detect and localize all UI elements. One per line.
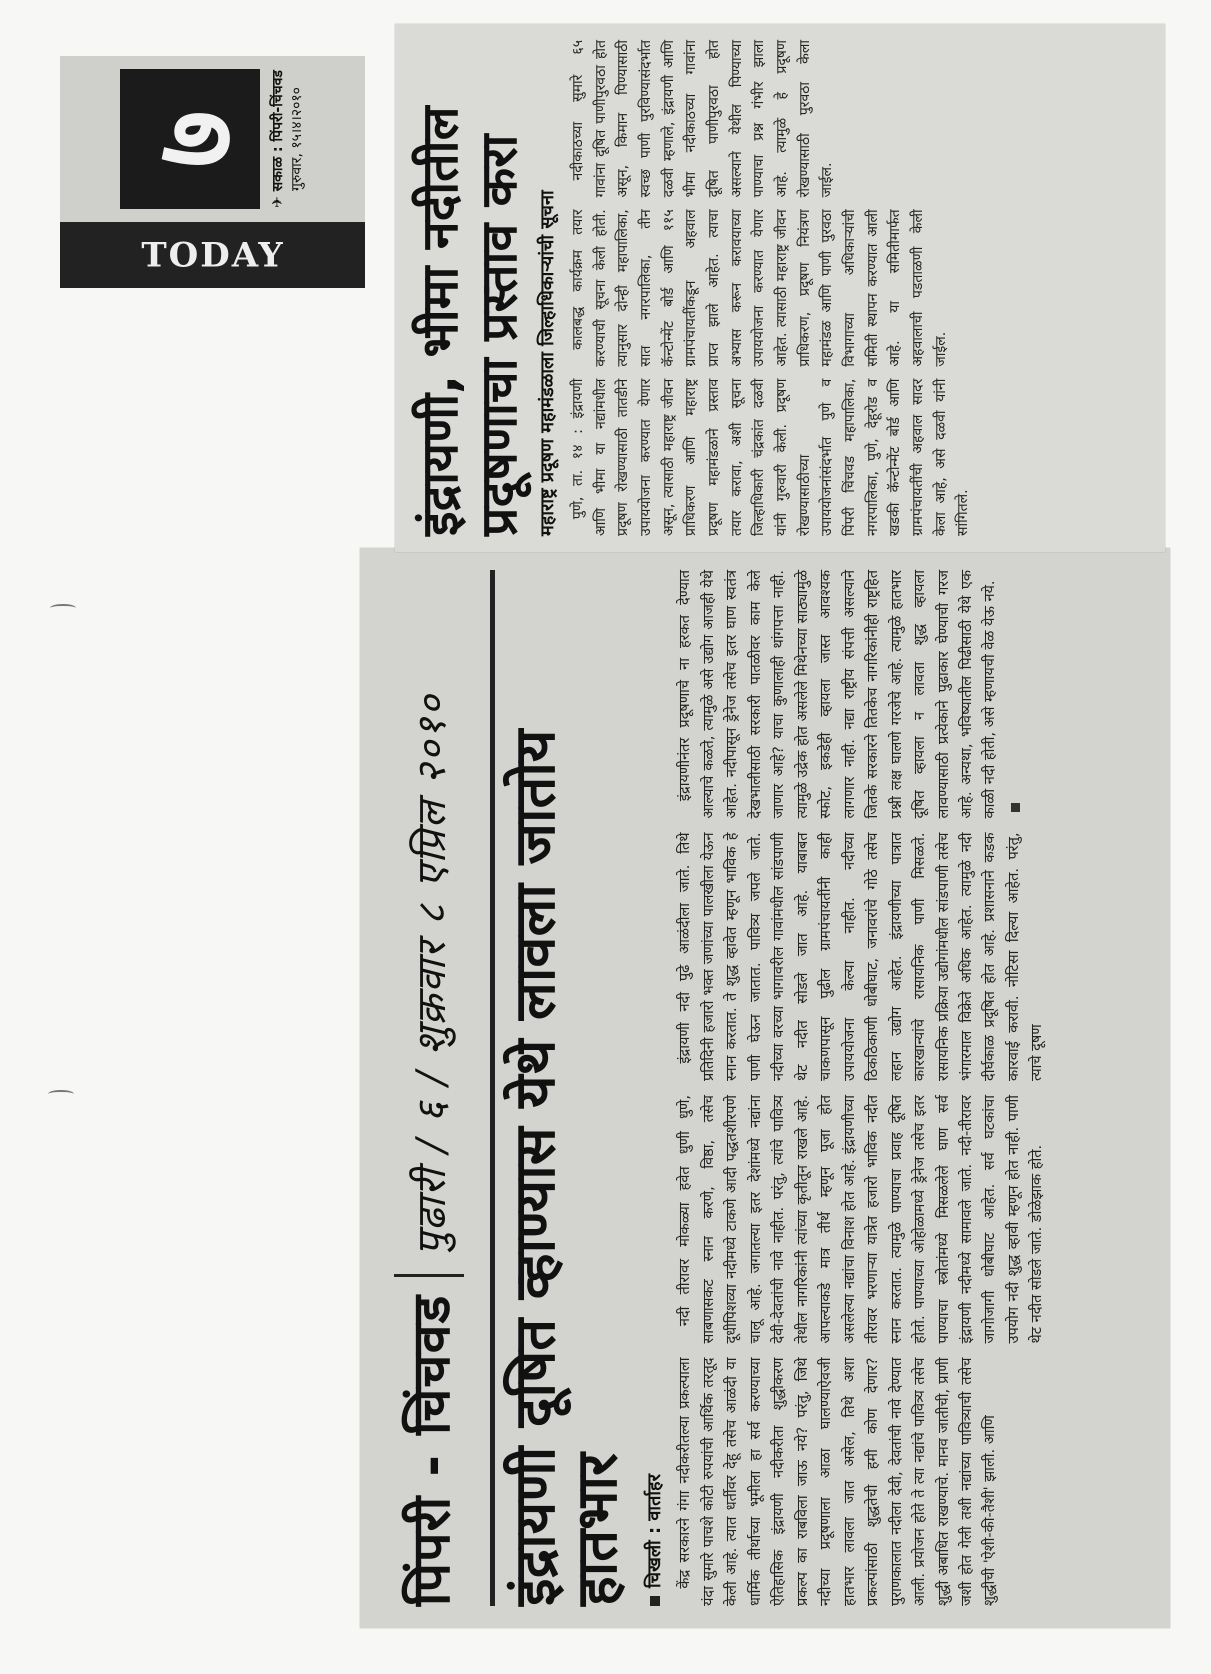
headline (411, 40, 529, 536)
byline-text: चिखली : वार्ताहर (644, 1474, 666, 1588)
article-column (674, 1358, 1052, 1607)
today-content-rotated (60, 56, 365, 288)
news-clipping-bhima-indrayani-proposal (395, 24, 1165, 552)
source-date: गुरुवार, १५।४।२०१० (288, 87, 305, 191)
today-info (60, 56, 365, 222)
news-clipping-indrayani-polluted (360, 548, 1170, 1628)
article-column (674, 570, 1052, 819)
clipping-content-rotated (395, 24, 1165, 552)
headline-line-2: प्रदूषणाचा प्रस्ताव करा (470, 134, 528, 536)
article-end-square-icon (1011, 804, 1020, 813)
article-columns (567, 40, 977, 536)
source-name (268, 70, 287, 208)
column-text: नदीकाठच्या सुमारे ६५ गावांना दूषित पाणीपुरवठा होत असून, किमान पिण्यासाठी स्वच्छ पाणी पुरविण्यासंदर्भात दळवी म्हणाले, इंद्रायणी आणि भीमा नदीकाठच्या गावांना दूषित पाणीपुरवठा होत असल्याने येथील पिण्याच्या पाण्याचा प्रश्न गंभीर झाला आहे. त्यामुळे हे प्रदूषण रोखण्यासाठी पुरवठा केला जाईल. (570, 40, 836, 198)
byline-square-icon (650, 1596, 660, 1606)
bird-logo-icon: ✈ (269, 191, 286, 208)
article-columns (674, 570, 1052, 1606)
column-text: पुणे, ता. १४ : इंद्रायणी आणि भीमा या नद्यांमधील प्रदूषण रोखण्यासाठी तातडीने उपाययोजना करण्यात येणार असून, त्यासाठी महाराष्ट्र जीवन प्राधिकरण आणि महाराष्ट्र प्रदूषण महामंडळाने प्रस्ताव तयार करावा, अशी सूचना जिल्हाधिकारी चंद्रकांत दळवी यांनी गुरुवारी केली. प्रदूषण रोखण्यासाठीच्या उपाययोजनांसंदर्भात पुणे व पिंपरी चिंचवड महापालिका, नगरपालिका, पुणे, देहूरोड व खडकी कॅन्टोन्मेंट बोर्ड आणि ग्रामपंचायतींची अहवाल सादर केला आहे, असे दळवी यांनी सांगितले. (570, 378, 972, 536)
article-column (674, 1095, 1052, 1344)
scan-mark (48, 1090, 74, 1098)
byline (642, 570, 666, 1606)
handwritten-date: पुढारी / ६ / शुक्रवार ८ एप्रिल २०१० (408, 693, 455, 1256)
column-text: नदी तीरावर मोकळ्या हवेत धुणी धुणे, साबणासकट स्नान करणे, विष्ठा, तसेच दूधीपिशव्या नदीमध्ये टाकणे आदी पद्धतशीरपणे चालू आहे. जगातल्या इतर देशांमध्ये नद्यांना देवी-देवतांची नावे नाहीत. परंतु, त्यांचे पावित्र्य तेथील नागरिकांनी त्यांच्या कृतीतून राखले आहे. आपल्याकडे मात्र तीर्थ म्हणून पूजा होत असलेल्या नद्यांचा विनाश होत आहे. इंद्रायणीच्या तीरावर भरणाऱ्या यात्रेत हजारो भाविक नदीत स्नान करतात. त्यामुळे पाण्याचा प्रवाह दूषित होतो. पाण्याच्या ओहोळामध्ये ड्रेनेज तसेच इतर पाण्याचा स्त्रोतांमध्ये मिसळलेले घाण सर्व इंद्रायणी नदीमध्ये सामावले जाते. नदी-तीरावर जागोजागी धोबीघाट आहेत. सर्व घटकांचा उपयोग नदी शुद्ध व्हावी म्हणून होत नाही. पाणी थेट नदीत सोडले जाते. डोळेझाक होते. (677, 1095, 1046, 1344)
subheadline: महाराष्ट्र प्रदूषण महामंडळाला जिल्हाधिकाऱ्यांची सूचना (537, 190, 558, 536)
scan-mark (50, 604, 76, 612)
page-number: ७ (120, 69, 260, 209)
column-text: इंद्रायणी नदी पुढे आळंदीला जाते. तिथे प्रतिदिनी हजारो भक्त जणांच्या पालखीला येऊन स्नान करतात. ते शुद्ध व्हावेत म्हणून भाविक हे पाणी घेऊन जातात. पावित्र्य जपले जाते. नदीच्या वरच्या भागावरील गावांमधील सांडपाणी थेट नदीत सोडले जात आहे. याबाबत चाकणपासून पुढील ग्रामपंचायतींनी काही उपाययोजना केल्या नाहीत. नदीच्या ठिकठिकाणी धोबीघाट, जनावरांचे गोठे तसेच लहान उद्योग आहेत. इंद्रायणीच्या पात्रात कारखान्यांचे रासायनिक पाणी मिसळते. रासायनिक प्रक्रिया उद्योगांमधील सांडपाणी तसेच भंगारमाल विक्रेते अधिक आहेत. त्यामुळे नदी दीर्घकाळ प्रदूषित होत आहे. प्रशासनाने कडक कारवाई करावी. नोटिसा दिल्या आहेत. परंतु, त्याचे दूषण (677, 832, 1046, 1081)
today-word: TODAY (140, 235, 285, 275)
column-text: कालबद्ध कार्यक्रम तयार करण्याची सूचना केली होती. त्यानुसार दोन्ही महापालिका, सात नगरपालिका, तीन कॅन्टोन्मेंट बोर्ड आणि ११५ ग्रामपंचायतींकडून अहवाल प्राप्त झाले आहेत. त्याचा अभ्यास करून करावयाच्या उपाययोजना करण्यात येणार आहेत. त्यासाठी महाराष्ट्र जीवन प्राधिकरण, प्रदूषण नियंत्रण महामंडळ आणि पाणी पुरवठा विभागाच्या अधिकाऱ्यांची समिती स्थापन करण्यात आली आहे. या समितीमार्फत अहवालाची पडताळणी केली जाईल. (570, 209, 949, 367)
article-column (567, 209, 977, 366)
masthead-rule (490, 570, 495, 1606)
article-column (674, 833, 1052, 1082)
column-text: केंद्र सरकारने गंगा नदीकरीतल्या प्रकल्पाला यंदा सुमारे पाचशे कोटी रुपयांची आर्थिक तरतूद केली आहे. त्यात धर्तीवर देहू तसेच आळंदी या धार्मिक तीर्थाच्या भूमीला हा सर्व करण्याच्या ऐतिहासिक इंद्रायणी नदीकरीता शुद्धीकरण प्रकल्प का राबविला जाऊ नये? परंतु, जिथे नदीच्या प्रदूषणाला आळा घालण्याऐवजी हातभार लावला जात असेल, तिथे अशा प्रकल्पांसाठी शुद्धतेची हमी कोण देणार? पुराणकालात नदीला देवी, देवतांची नावे देण्यात आली. प्रयोजन होते ते त्या नद्यांचे पावित्र्य तसेच शुद्धी अबाधित राखण्याचे. मानव जातीची, प्राणी जशी होत गेली तशी नद्यांच्या पावित्र्याची तसेच शुद्धीची 'ऐशी-की-तैशी' झाली. आणि (677, 1357, 999, 1606)
today-label (60, 222, 365, 288)
section-title: पिंपरी - चिंचवड (401, 1294, 462, 1606)
today-page-tag (60, 56, 365, 288)
article-column (567, 379, 977, 536)
article-column (567, 40, 977, 197)
clipping-masthead (374, 570, 484, 1606)
headline: इंद्रायणी दूषित व्हाण्यास येथे लावला जातोय हातभार (503, 729, 630, 1606)
masthead-divider (394, 1274, 464, 1277)
headline-line-1: इंद्रायणी, भीमा नदीतील (411, 106, 469, 536)
clipping-content-rotated (360, 548, 1170, 1628)
source-text: सकाळ : पिंपरी-चिंचवड (269, 70, 286, 192)
column-text: इंद्रायणीनंतर प्रदूषणाचे ना हरकत देण्यात आल्याचे कळते, त्यामुळे असे उद्योग आजही येथे आहेत. नदीपासून ड्रेनेज तसेच इतर घाण स्वतंत्र देखभालीसाठी सरकारी पातळीवर काम केले जाणार आहे? याचा कुणालाही थांगपत्ता नाही. त्यामुळे उद्रेक होत असलेले मिथेनच्या साठ्यामुळे स्फोट, इकडेही व्हायला जास्त आवश्यक लागणार नाही. नद्या राष्ट्रीय संपत्ती असल्याने जितके सरकारने तितकेच नागरिकांनीही राष्ट्रहित प्रश्नी लक्ष घालणे गरजेचे आहे. त्यामुळे हातभार दूषित व्हायला न लावता शुद्ध व्हायला लावण्यासाठी प्रत्येकाने पुढाकार घेण्याची गरज आहे. अन्यथा, भविष्यातील पिढीसाठी येथे एक काळी नदी होती, असे म्हणायची वेळ येऊ नये. (677, 570, 999, 819)
